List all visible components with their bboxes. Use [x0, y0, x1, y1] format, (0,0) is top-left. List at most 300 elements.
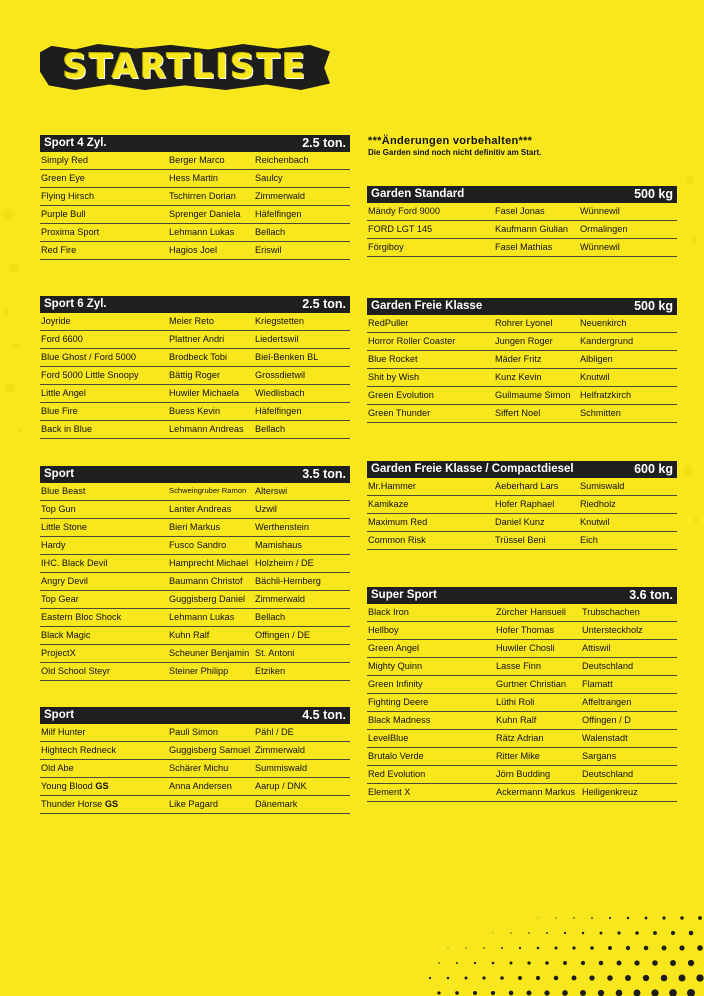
entry-row: [367, 496, 677, 514]
halftone-dot: [591, 917, 593, 919]
tractor-name: Horror Roller Coaster: [368, 336, 456, 346]
halftone-dot: [483, 947, 485, 949]
halftone-dot: [679, 945, 684, 950]
halftone-dot: [582, 932, 585, 935]
halftone-dot: [518, 976, 522, 980]
tractor-name: Top Gear: [41, 594, 79, 604]
halftone-dot: [429, 977, 431, 979]
hometown: Bellach: [255, 424, 286, 434]
entry-row: [367, 221, 677, 239]
halftone-dot: [473, 991, 477, 995]
entry-row: [40, 573, 350, 591]
driver-name: Fasel Mathias: [495, 242, 553, 252]
tractor-name: IHC. Black Devil: [41, 558, 108, 568]
hometown: Knutwil: [580, 372, 610, 382]
driver-name: Rätz Adrian: [496, 733, 544, 743]
tractor-name: Joyride: [41, 316, 71, 326]
halftone-dot: [527, 961, 530, 964]
section-header: [367, 461, 677, 478]
driver-name: Hagios Joel: [169, 245, 218, 255]
tractor-name: Blue Rocket: [368, 354, 418, 364]
halftone-dot: [600, 932, 603, 935]
entry-row: [367, 748, 677, 766]
hometown: Biel-Benken BL: [255, 352, 319, 362]
driver-name: Rohrer Lyonel: [495, 318, 553, 328]
section-header: [40, 296, 350, 313]
section-garden-standard-500-kg: [367, 186, 677, 257]
tractor-name: Mighty Quinn: [368, 661, 423, 671]
entry-row: [367, 514, 677, 532]
hometown: Bellach: [255, 612, 286, 622]
entry-row: [367, 640, 677, 658]
hometown: Offingen / DE: [255, 630, 310, 640]
halftone-dot: [679, 975, 686, 982]
halftone-dot: [448, 948, 449, 949]
halftone-dot: [626, 946, 630, 950]
class-name: Garden Freie Klasse: [371, 300, 483, 312]
halftone-dot: [581, 961, 585, 965]
weight-class: 2.5 ton.: [302, 136, 346, 150]
gs-marker: GS: [95, 781, 109, 791]
halftone-dot: [688, 960, 694, 966]
class-name: Sport: [44, 709, 75, 721]
hometown: Aarup / DNK: [255, 781, 307, 791]
entry-row: [40, 778, 350, 796]
tractor-name: Green Evolution: [368, 390, 434, 400]
halftone-dot: [609, 917, 611, 919]
entry-row: [40, 385, 350, 403]
entry-row: [40, 349, 350, 367]
driver-name: Bieri Markus: [169, 522, 221, 532]
driver-name: Aeberhard Lars: [495, 481, 559, 491]
driver-name: Lüthi Roli: [496, 697, 535, 707]
hometown: Liedertswil: [255, 334, 299, 344]
entry-row: [367, 712, 677, 730]
halftone-dot: [509, 991, 514, 996]
halftone-dot: [573, 917, 574, 918]
entry-row: [40, 331, 350, 349]
tractor-name: Old School Steyr: [41, 666, 110, 676]
entry-row: [367, 405, 677, 423]
hometown: Holzheim / DE: [255, 558, 314, 568]
driver-name: Scheuner Benjamin: [169, 648, 250, 658]
hometown: Heiligenkreuz: [582, 787, 638, 797]
section-header: [40, 135, 350, 152]
entry-row: [367, 369, 677, 387]
entry-row: [40, 663, 350, 681]
driver-name: Ackermann Markus: [496, 787, 576, 797]
tractor-name: Green Infinity: [368, 679, 423, 689]
halftone-dot: [616, 990, 623, 996]
hometown: Deutschland: [582, 769, 634, 779]
entry-row: [40, 403, 350, 421]
halftone-dot: [537, 947, 540, 950]
section-garden-freie-klasse-compactdiesel-600-kg: [367, 461, 677, 550]
entry-row: [367, 387, 677, 405]
halftone-dot: [572, 976, 577, 981]
entry-row: [367, 766, 677, 784]
entry-row: [367, 478, 677, 496]
driver-name: Lasse Finn: [496, 661, 541, 671]
hometown: Zimmerwald: [255, 745, 306, 755]
section-super-sport-3-6-ton: [367, 587, 677, 802]
tractor-name: Black Iron: [368, 607, 409, 617]
hometown: Riedholz: [580, 499, 616, 509]
tractor-name: Green Eye: [41, 173, 85, 183]
halftone-dot: [696, 974, 703, 981]
entry-row: [367, 203, 677, 221]
tractor-name: Black Madness: [368, 715, 431, 725]
entry-row: [40, 242, 350, 260]
tractor-name: Blue Beast: [41, 486, 86, 496]
class-name: Garden Standard: [371, 188, 465, 200]
weight-class: 500 kg: [634, 187, 673, 201]
note-line-2: Die Garden sind noch nicht definitiv am Start.: [368, 148, 542, 157]
entry-row: [40, 170, 350, 188]
hometown: Wünnewil: [580, 242, 620, 252]
hometown: Albligen: [580, 354, 613, 364]
halftone-dot: [563, 961, 567, 965]
halftone-dot: [554, 976, 559, 981]
driver-name: Huwiler Chosli: [496, 643, 555, 653]
driver-name: Trüssel Beni: [495, 535, 546, 545]
tractor-name: Blue Ghost / Ford 5000: [41, 352, 136, 362]
tractor-name: Old Abe: [41, 763, 74, 773]
startliste-logo: [40, 44, 330, 90]
halftone-dot: [662, 916, 665, 919]
entry-row: [40, 555, 350, 573]
halftone-dot: [661, 975, 668, 982]
driver-name: Plattner Andri: [169, 334, 225, 344]
halftone-dot: [562, 990, 568, 996]
halftone-dot: [607, 975, 613, 981]
halftone-dot: [644, 946, 649, 951]
entry-row: [367, 694, 677, 712]
halftone-dot: [662, 946, 667, 951]
hometown: Eich: [580, 535, 598, 545]
hometown: Häfelfingen: [255, 406, 302, 416]
hometown: Eriswil: [255, 245, 282, 255]
driver-name: Daniel Kunz: [495, 517, 545, 527]
tractor-name: Common Risk: [368, 535, 426, 545]
driver-name: Jörn Budding: [496, 769, 551, 779]
hometown: Summiswald: [255, 763, 308, 773]
halftone-dot: [617, 931, 620, 934]
halftone-dot: [555, 917, 556, 918]
halftone-dot: [455, 991, 459, 995]
hometown: Untersteckholz: [582, 625, 643, 635]
hometown: Dänemark: [255, 799, 298, 809]
driver-name: Brodbeck Tobi: [169, 352, 228, 362]
halftone-dot: [437, 991, 440, 994]
entry-row: [367, 676, 677, 694]
section-sport-4-zyl-2-5-ton: [40, 135, 350, 260]
entry-row: [40, 519, 350, 537]
driver-name: Schweingruber Ramon: [169, 486, 247, 495]
halftone-dot: [500, 976, 504, 980]
hometown: Offingen / D: [582, 715, 631, 725]
entry-row: [40, 796, 350, 814]
hometown: Flamatt: [582, 679, 613, 689]
hometown: Zimmerwald: [255, 594, 306, 604]
hometown: Walenstadt: [582, 733, 628, 743]
driver-name: Steiner Philipp: [169, 666, 229, 676]
halftone-dot: [608, 946, 612, 950]
entry-row: [40, 483, 350, 501]
entry-row: [40, 224, 350, 242]
entry-row: [40, 537, 350, 555]
tractor-name: Kamikaze: [368, 499, 409, 509]
class-name: Sport 6 Zyl.: [44, 298, 107, 310]
driver-name: Guggisberg Samuel: [169, 745, 251, 755]
section-sport-3-5-ton: [40, 466, 350, 681]
tractor-name: Green Angel: [368, 643, 420, 653]
halftone-dot: [438, 962, 440, 964]
hometown: Saulcy: [255, 173, 283, 183]
tractor-name: Element X: [368, 787, 411, 797]
driver-name: Meier Reto: [169, 316, 214, 326]
halftone-dot: [635, 931, 639, 935]
halftone-dot: [645, 917, 648, 920]
driver-name: Mäder Fritz: [495, 354, 542, 364]
hometown: Attiswil: [582, 643, 611, 653]
hometown: Zimmerwald: [255, 191, 306, 201]
halftone-dot: [651, 989, 658, 996]
hometown: Kandergrund: [580, 336, 634, 346]
section-header: [40, 466, 350, 483]
driver-name: Hofer Thomas: [496, 625, 555, 635]
entry-row: [40, 742, 350, 760]
driver-name: Jungen Roger: [495, 336, 553, 346]
halftone-dot: [643, 975, 649, 981]
halftone-dot: [474, 962, 476, 964]
halftone-dot: [687, 989, 695, 996]
entry-row: [40, 760, 350, 778]
halftone-dot: [634, 960, 639, 965]
driver-name: Baumann Christof: [169, 576, 243, 586]
halftone-dot: [538, 918, 539, 919]
halftone-dot: [652, 960, 658, 966]
tractor-name: Purple Bull: [41, 209, 86, 219]
hometown: St. Antoni: [255, 648, 295, 658]
tractor-name: FORD LGT 145: [368, 224, 433, 234]
weight-class: 600 kg: [634, 462, 673, 476]
section-header: [367, 186, 677, 203]
driver-name: Sprenger Daniela: [169, 209, 241, 219]
entry-row: [40, 501, 350, 519]
entry-row: [367, 622, 677, 640]
halftone-dot: [492, 962, 495, 965]
driver-name: Lehmann Andreas: [169, 424, 244, 434]
hometown: Deutschland: [582, 661, 634, 671]
entry-row: [367, 532, 677, 550]
halftone-dot: [527, 991, 532, 996]
tractor-name: Little Angel: [41, 388, 86, 398]
tractor-name: Green Thunder: [368, 408, 431, 418]
section-header: [367, 587, 677, 604]
tractor-name: Brutalo Verde: [368, 751, 424, 761]
class-name: Super Sport: [371, 589, 437, 601]
entry-row: [40, 313, 350, 331]
halftone-dot: [627, 917, 629, 919]
halftone-dot: [689, 931, 694, 936]
halftone-dot: [697, 945, 703, 951]
hometown: Mamishaus: [255, 540, 302, 550]
halftone-dot: [447, 977, 450, 980]
halftone-dot: [564, 932, 566, 934]
driver-name: Gurtner Christian: [496, 679, 566, 689]
halftone-dot: [456, 962, 458, 964]
driver-name: Guilmaume Simon: [495, 390, 571, 400]
halftone-dot: [465, 977, 468, 980]
halftone-dot: [501, 947, 503, 949]
driver-name: Siffert Noel: [495, 408, 541, 418]
tractor-name: Eastern Bloc Shock: [41, 612, 122, 622]
halftone-dot: [580, 990, 586, 996]
halftone-dot: [590, 946, 594, 950]
hometown: Neuenkirch: [580, 318, 627, 328]
tractor-name: Ford 5000 Little Snoopy: [41, 370, 139, 380]
driver-name: Anna Andersen: [169, 781, 232, 791]
tractor-name: Black Magic: [41, 630, 91, 640]
entry-row: [40, 591, 350, 609]
tractor-name: Fighting Deere: [368, 697, 429, 707]
driver-name: Lehmann Lukas: [169, 227, 235, 237]
tractor-name: Flying Hirsch: [41, 191, 95, 201]
hometown: Etziken: [255, 666, 286, 676]
entry-row: [367, 351, 677, 369]
disclaimer-note: [368, 135, 541, 157]
tractor-name: Back in Blue: [41, 424, 93, 434]
entry-row: [367, 315, 677, 333]
tractor-name: Milf Hunter: [41, 727, 86, 737]
halftone-dot: [493, 933, 494, 934]
section-sport-4-5-ton: [40, 707, 350, 814]
tractor-name: Ford 6600: [41, 334, 83, 344]
entry-row: [40, 188, 350, 206]
halftone-dot: [491, 991, 495, 995]
driver-name: Bättig Roger: [169, 370, 221, 380]
halftone-dot: [546, 932, 548, 934]
hometown: Werthenstein: [255, 522, 309, 532]
halftone-dot: [510, 932, 511, 933]
driver-name: Kaufmann Giulian: [495, 224, 569, 234]
entry-row: [367, 239, 677, 257]
halftone-dot: [510, 962, 513, 965]
driver-name: Ritter Mike: [496, 751, 540, 761]
hometown: Schmitten: [580, 408, 621, 418]
hometown: Kriegstetten: [255, 316, 305, 326]
driver-name: Pauli Simon: [169, 727, 219, 737]
weight-class: 4.5 ton.: [302, 708, 346, 722]
tractor-name: Mr.Hammer: [368, 481, 416, 491]
entry-row: [40, 421, 350, 439]
driver-name: Guggisberg Daniel: [169, 594, 246, 604]
entry-row: [40, 724, 350, 742]
note-line-1: ***Änderungen vorbehalten***: [368, 135, 533, 147]
halftone-dot: [519, 947, 521, 949]
halftone-dot: [670, 960, 676, 966]
halftone-dot: [555, 947, 558, 950]
halftone-dot: [482, 976, 485, 979]
hometown: Häfelfingen: [255, 209, 302, 219]
hometown: Reichenbach: [255, 155, 309, 165]
halftone-dot: [545, 961, 549, 965]
class-name: Sport: [44, 468, 75, 480]
driver-name: Buess Kevin: [169, 406, 221, 416]
halftone-dot: [528, 932, 530, 934]
class-name: Sport 4 Zyl.: [44, 137, 107, 149]
hometown: Wünnewil: [580, 206, 620, 216]
logo-title: STARTLISTE: [62, 47, 308, 87]
entry-row: [40, 627, 350, 645]
halftone-dot: [669, 989, 677, 996]
halftone-dot: [617, 961, 622, 966]
entry-row: [367, 730, 677, 748]
halftone-dot: [680, 916, 683, 919]
entry-row: [367, 604, 677, 622]
hometown: Alterswi: [255, 486, 288, 496]
section-garden-freie-klasse-500-kg: [367, 298, 677, 423]
tractor-name: Shit by Wish: [368, 372, 420, 382]
weight-class: 3.5 ton.: [302, 467, 346, 481]
section-header: [367, 298, 677, 315]
driver-name: Hess Martin: [169, 173, 219, 183]
entry-row: [40, 367, 350, 385]
hometown: Ormalingen: [580, 224, 628, 234]
driver-name: Kuhn Ralf: [496, 715, 537, 725]
section-header: [40, 707, 350, 724]
tractor-name: Förgiboy: [368, 242, 404, 252]
halftone-dot: [598, 990, 604, 996]
halftone-dot: [536, 976, 540, 980]
tractor-name: Maximum Red: [368, 517, 428, 527]
entry-row: [367, 333, 677, 351]
driver-name: Schärer Michu: [169, 763, 229, 773]
driver-name: Tschirren Dorian: [169, 191, 236, 201]
hometown: Bächli-Hemberg: [255, 576, 321, 586]
halftone-dot: [572, 946, 575, 949]
halftone-dot: [465, 947, 466, 948]
entry-row: [40, 152, 350, 170]
halftone-dot: [653, 931, 657, 935]
section-sport-6-zyl-2-5-ton: [40, 296, 350, 439]
entry-row: [40, 645, 350, 663]
tractor-name: Red Evolution: [368, 769, 426, 779]
tractor-name: RedPuller: [368, 318, 409, 328]
gs-marker: GS: [104, 799, 119, 809]
tractor-name: Hardy: [41, 540, 66, 550]
entry-row: [367, 658, 677, 676]
hometown: Knutwil: [580, 517, 610, 527]
tractor-name: Simply Red: [41, 155, 88, 165]
hometown: Sargans: [582, 751, 617, 761]
tractor-name: Thunder Horse GS: [41, 799, 119, 809]
driver-name: Zürcher Hansueli: [496, 607, 566, 617]
class-name: Garden Freie Klasse / Compactdiesel: [371, 463, 574, 475]
hometown: Pähl / DE: [255, 727, 294, 737]
halftone-dot: [599, 961, 604, 966]
hometown: Grossdietwil: [255, 370, 306, 380]
driver-name: Fusco Sandro: [169, 540, 227, 550]
halftone-dot: [625, 975, 631, 981]
driver-name: Like Pagard: [169, 799, 219, 809]
tractor-name: Little Stone: [41, 522, 87, 532]
tractor-name: Young Blood GS: [41, 781, 109, 791]
hometown: Bellach: [255, 227, 286, 237]
driver-name: Lehmann Lukas: [169, 612, 235, 622]
hometown: Affeltrangen: [582, 697, 632, 707]
